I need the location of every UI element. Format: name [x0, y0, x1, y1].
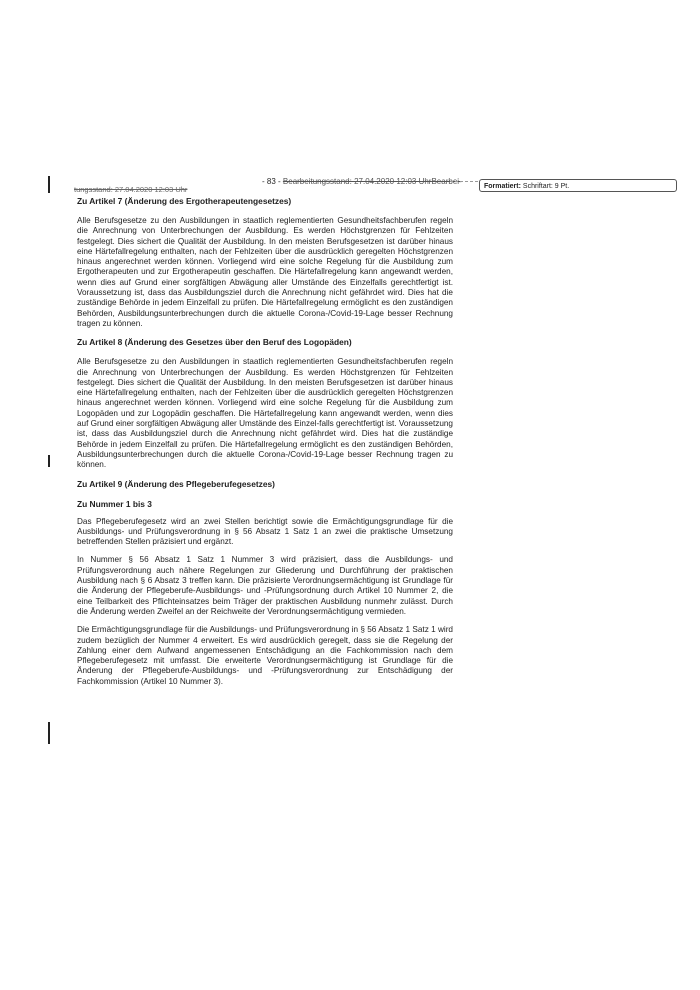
tracked-deletion-continuation: Bearbei- — [431, 177, 462, 186]
comment-label: Formatiert: — [484, 183, 521, 190]
section-paragraph: Alle Berufsgesetze zu den Ausbildungen in staatlich reglementierten Gesundheitsfachberufen regeln die Anrechnung von Unterbrechungen der Ausbildung. Es werden Höchstgrenzen für Fehlzeiten festgelegt. Dies sichert die Qualität der Ausbildung. In den meisten Berufsgesetzen ist darüber hinaus eine Härtefallregelung enthalten, nach der Fehlzeiten über die ausdrücklich geregelten Höchstgrenzen hinaus angerechnet werden können. Vorliegend wird eine solche Regelung für die Ausbildung zum Ergotherapeuten und zur Ergotherapeutin geschaffen. Die Härtefallregelung kann angewandt werden, wenn dies auf Grund einer sorgfältigen Abwägung aller Umstände des Einzelfalls gerechtfertigt ist. Voraussetzung ist, dass das Ausbildungsziel durch die Anrechnung nicht gefährdet wird. Dies hat die zuständige Behörde in jedem Einzelfall zu prüfen. Die Härtefallregelung ermöglicht es den zuständigen Behörden, Ausbildungsunterbrechungen durch die aktuelle Corona-/Covid-19-Lage besser Rechnung tragen zu können. — [77, 216, 453, 328]
change-bar — [48, 722, 50, 744]
section-heading: Zu Artikel 8 (Änderung des Gesetzes über den Beruf des Logopäden) — [77, 337, 352, 348]
subsection-heading: Zu Nummer 1 bis 3 — [77, 498, 152, 509]
section-paragraph: Das Pflegeberufegesetz wird an zwei Stellen berichtigt sowie die Ermächtigungsgrundlage für die Ausbildungs- und Prüfungsverordnung in § 56 Absatz 1 Satz 1 an zwei die praktische Umsetzung betreffenden Stellen präzisiert und ergänzt. — [77, 516, 453, 547]
section-heading: Zu Artikel 7 (Änderung des Ergotherapeutengesetzes) — [77, 196, 292, 206]
tracked-deletion: Bearbeitungsstand: 27.04.2020 12:03 Uhr — [282, 177, 432, 186]
comment-value: Schriftart: 9 Pt. — [522, 183, 570, 190]
section-paragraph: In Nummer § 56 Absatz 1 Satz 1 Nummer 3 wird präzisiert, dass die Ausbildungs- und Prüfungsverordnung auch nähere Regelungen zur Gliederung und Durchführung der praktischen Ausbildung nach § 6 Absatz 3 treffen kann. Die präzisierte Verordnungsermächtigung ist Grundlage für die Änderung der Pflegeberufe-Ausbildungs- und -Prüfungsordnung durch Artikel 10 Nummer 2, die eine Teilbarkeit des Pflichteinsatzes beim Träger der praktischen Ausbildung nunmehr zulässt. Durch die Änderung werden Zweifel an der Reichweite der Verordnungsermächtigung vermieden. — [77, 555, 453, 616]
section-paragraph: Alle Berufsgesetze zu den Ausbildungen in staatlich reglementierten Gesundheitsfachberufen regeln die Anrechnung von Unterbrechungen der Ausbildung. Es werden Höchstgrenzen für Fehlzeiten festgelegt. Dies sichert die Qualität der Ausbildung. In den meisten Berufsgesetzen ist darüber hinaus eine Härtefallregelung enthalten, nach der Fehlzeiten über die ausdrücklich geregelten Höchstgrenzen hinaus angerechnet werden können. Vorliegend wird eine solche Regelung für die Ausbildung zum Logopäden und zur Logopädin geschaffen. Die Härtefallregelung kann angewandt werden, wenn dies auf Grund einer sorgfältigen Abwägung aller Umstände des Einzel-falls gerechtfertigt ist. Voraussetzung ist, dass das Ausbildungsziel durch die Anrechnung nicht gefährdet wird. Dies hat die zuständige Behörde in jedem Einzelfall zu prüfen. Die Härtefallregelung ermöglicht es den zuständigen Behörden, Ausbildungsunterbrechungen durch die aktuelle Corona-/Covid-19-Lage besser Rechnung tragen zu können. — [77, 357, 453, 470]
section-paragraph: Die Ermächtigungsgrundlage für die Ausbildungs- und Prüfungsverordnung in § 56 Absatz 1 Satz 1 wird zudem bezüglich der Nummer 4 erweitert. Es wird ausdrücklich geregelt, dass sie die Regelung der Zahlung einer dem Aufwand angemessenen Entschädigung an die Fachkommission nach dem Pflegeberufegesetz mit umfasst. Die erweiterte Verordnungsermächtigung ist Grundlage für die Änderung der Pflegeberufe-Ausbildungs- und -Prüfungsverordnung zur Entschädigung der Fachkommission (Artikel 10 Nummer 3). — [77, 625, 453, 686]
page-header — [262, 177, 477, 187]
change-bar — [48, 455, 50, 467]
page-number: - 83 - — [262, 177, 281, 186]
tracked-deletion-line: tungsstand: 27.04.2020 12:03 Uhr — [74, 185, 188, 194]
change-bar — [48, 176, 50, 193]
document-body — [77, 196, 453, 687]
comment-connector — [450, 181, 478, 182]
section-heading: Zu Artikel 9 (Änderung des Pflegeberufegesetzes) — [77, 478, 275, 489]
format-comment-balloon[interactable] — [479, 179, 677, 192]
